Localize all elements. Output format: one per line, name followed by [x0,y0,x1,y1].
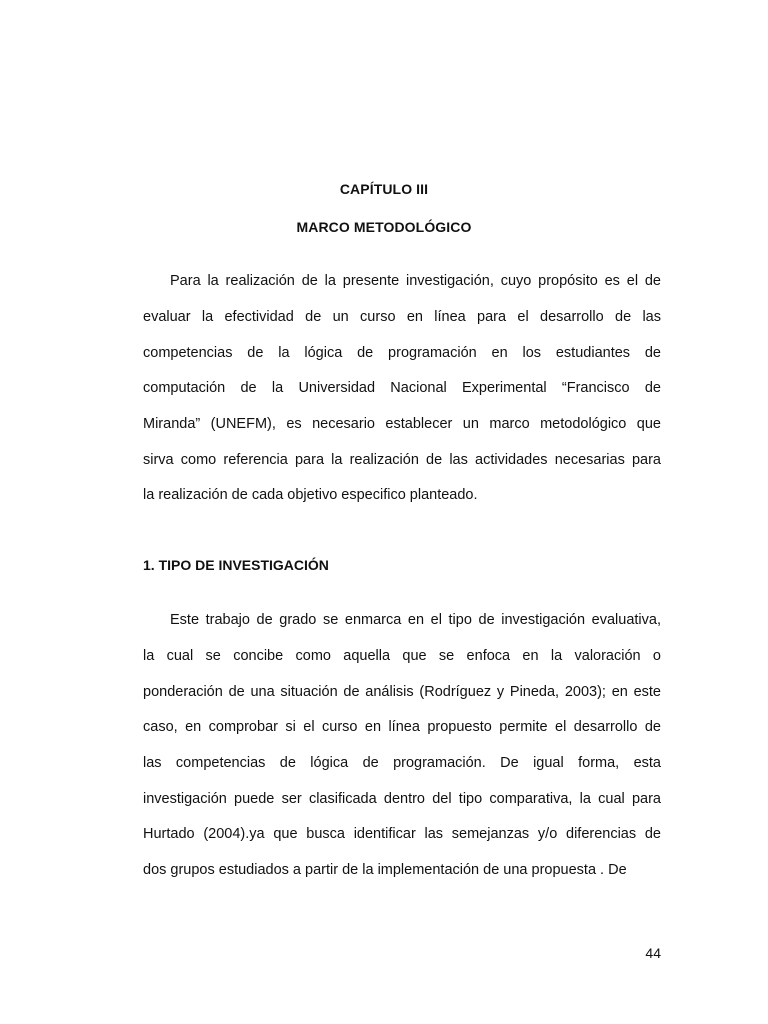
paragraph-line: la cual se concibe como aquella que se enfoca en la valoración o [143,648,661,664]
paragraph-line: Miranda” (UNEFM), es necesario establecer un marco metodológico que [143,416,661,432]
paragraph-line: competencias de la lógica de programación en los estudiantes de [143,345,661,361]
paragraph-line: ponderación de una situación de análisis (Rodríguez y Pineda, 2003); en este [143,684,661,700]
paragraph-line: investigación puede ser clasificada dentro del tipo comparativa, la cual para [143,791,661,807]
paragraph-line: la realización de cada objetivo especifico planteado. [143,487,478,503]
chapter-title: MARCO METODOLÓGICO [296,219,472,235]
page-number: 44 [645,945,661,961]
section-heading: 1. TIPO DE INVESTIGACIÓN [143,557,329,573]
paragraph-line: computación de la Universidad Nacional Experimental “Francisco de [143,380,661,396]
chapter-heading: CAPÍTULO III [339,181,429,197]
paragraph-line: caso, en comprobar si el curso en línea propuesto permite el desarrollo de [143,719,661,735]
paragraph-line: dos grupos estudiados a partir de la implementación de una propuesta . De [143,862,627,878]
paragraph-line: Hurtado (2004).ya que busca identificar las semejanzas y/o diferencias de [143,826,661,842]
paragraph-line: Para la realización de la presente investigación, cuyo propósito es el de [170,273,661,289]
paragraph-line: las competencias de lógica de programación. De igual forma, esta [143,755,661,771]
paragraph-line: sirva como referencia para la realización de las actividades necesarias para [143,452,661,468]
paragraph-line: evaluar la efectividad de un curso en línea para el desarrollo de las [143,309,661,325]
paragraph-line: Este trabajo de grado se enmarca en el tipo de investigación evaluativa, [170,612,661,628]
